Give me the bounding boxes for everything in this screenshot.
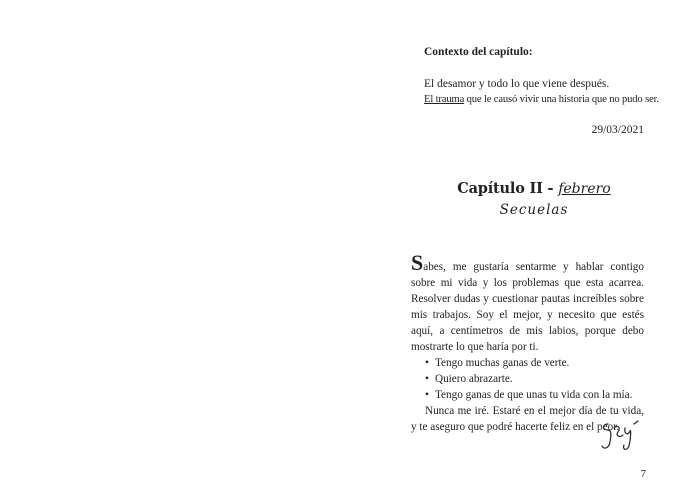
body-paragraph-1-text: abes, me gustaría sentarme y hablar contigo sobre mi vida y los problemas que esta acarrea. Resolver dudas y cuestionar pautas increíbles sobre mis trabajos. Soy el mejor, y necesito que estés aquí, a centímetros de mis labios, porque debo mostrarte lo que haría por ti.: [411, 261, 644, 353]
context-title: Contexto del capítulo:: [424, 46, 533, 58]
list-item: • Quiero abrazarte.: [425, 371, 644, 387]
context-line-2: [424, 92, 659, 108]
signature-icon: [598, 418, 648, 454]
list-item: • Tengo ganas de que unas tu vida con la mía.: [425, 387, 644, 403]
chapter-subtitle: Secuelas: [499, 202, 569, 218]
context-underlined-phrase: El trauma: [424, 94, 465, 105]
context-line-1: El desamor y todo lo que viene después.: [424, 78, 610, 90]
body-paragraph-1: [411, 250, 644, 355]
bullet-list: [411, 355, 644, 403]
list-item: • Tengo muchas ganas de verte.: [425, 355, 644, 371]
chapter-body: [411, 250, 644, 435]
page-number: 7: [640, 468, 646, 480]
context-line-2-rest: que le causó vivir una historia que no pudo ser.: [464, 94, 659, 105]
chapter-context: [424, 44, 659, 108]
chapter-heading: [424, 180, 644, 218]
chapter-date: 29/03/2021: [591, 124, 644, 136]
body-paragraph-2: Nunca me iré. Estaré en el mejor día de tu vida, y te aseguro que podré hacerte feliz en el peor.: [411, 405, 644, 433]
drop-cap: S: [411, 250, 424, 275]
chapter-title-row: [424, 180, 644, 198]
chapter-title: Capítulo II -: [457, 180, 559, 197]
chapter-month: febrero: [558, 181, 611, 197]
